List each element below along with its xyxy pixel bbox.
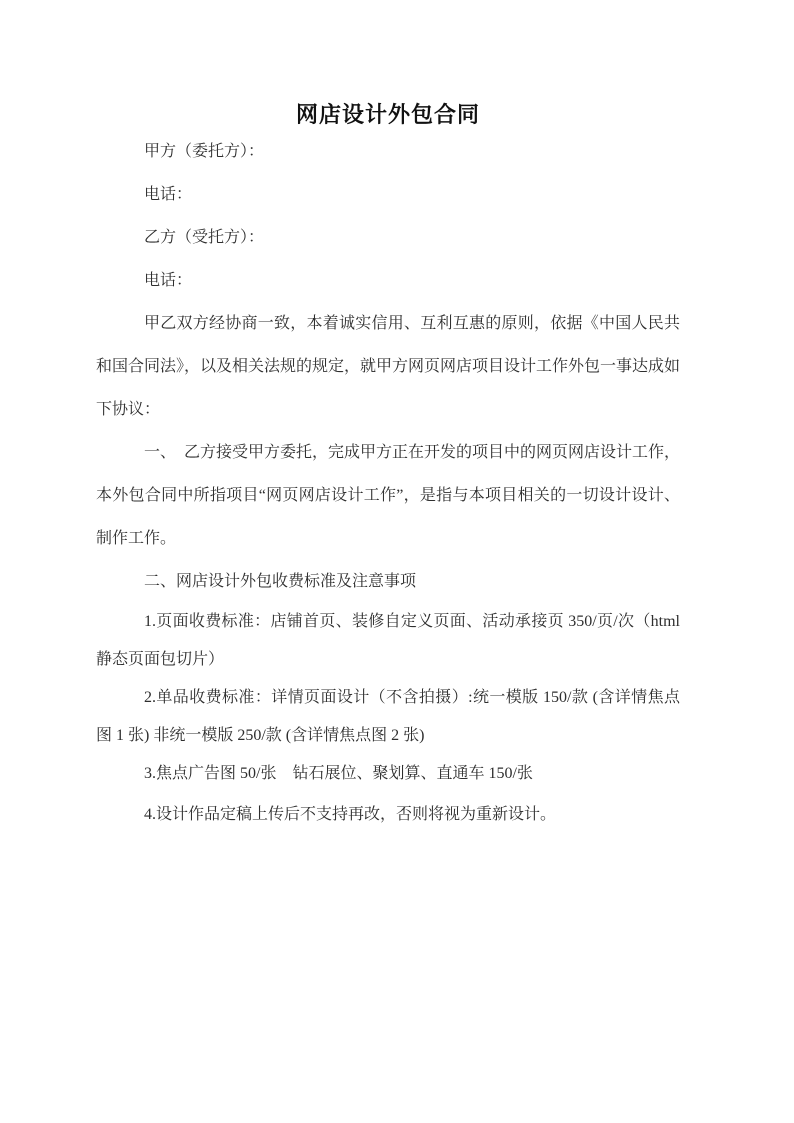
party-b-phone-label: 电话：: [144, 272, 193, 289]
fee-item-product-standard: 2.单品收费标准：详情页面设计（不含拍摄）:统一模版 150/款 (含详情焦点图 1 张) 非统一模版 250/款 (含详情焦点图 2 张): [96, 689, 680, 744]
document-title: 网店设计外包合同: [295, 102, 480, 127]
preamble-paragraph: 甲乙双方经协商一致，本着诚实信用、互利互惠的原则，依据《中国人民共和国合同法》，以及相关法规的规定，就甲方网页网店项目设计工作外包一事达成如下协议：: [96, 315, 681, 418]
fee-item-final-draft-rule: 4.设计作品定稿上传后不支持再改，否则将视为重新设计。: [144, 806, 557, 823]
clause-one-paragraph: 一、 乙方接受甲方委托，完成甲方正在开发的项目中的网页网店设计工作，本外包合同中所指项目“网页网店设计工作”，是指与本项目相关的一切设计设计、制作工作。: [96, 444, 681, 547]
fee-item-page-standard: 1.页面收费标准：店铺首页、装修自定义页面、活动承接页 350/页/次（html 静态页面包切片）: [96, 613, 680, 668]
party-a-phone-label: 电话：: [144, 186, 193, 203]
fee-item-banner-standard: 3.焦点广告图 50/张 钻石展位、聚划算、直通车 150/张: [144, 765, 533, 782]
party-b-label: 乙方（受托方）：: [144, 229, 265, 246]
party-a-label: 甲方（委托方）：: [144, 143, 265, 160]
clause-two-heading: 二、网店设计外包收费标准及注意事项: [144, 573, 417, 590]
